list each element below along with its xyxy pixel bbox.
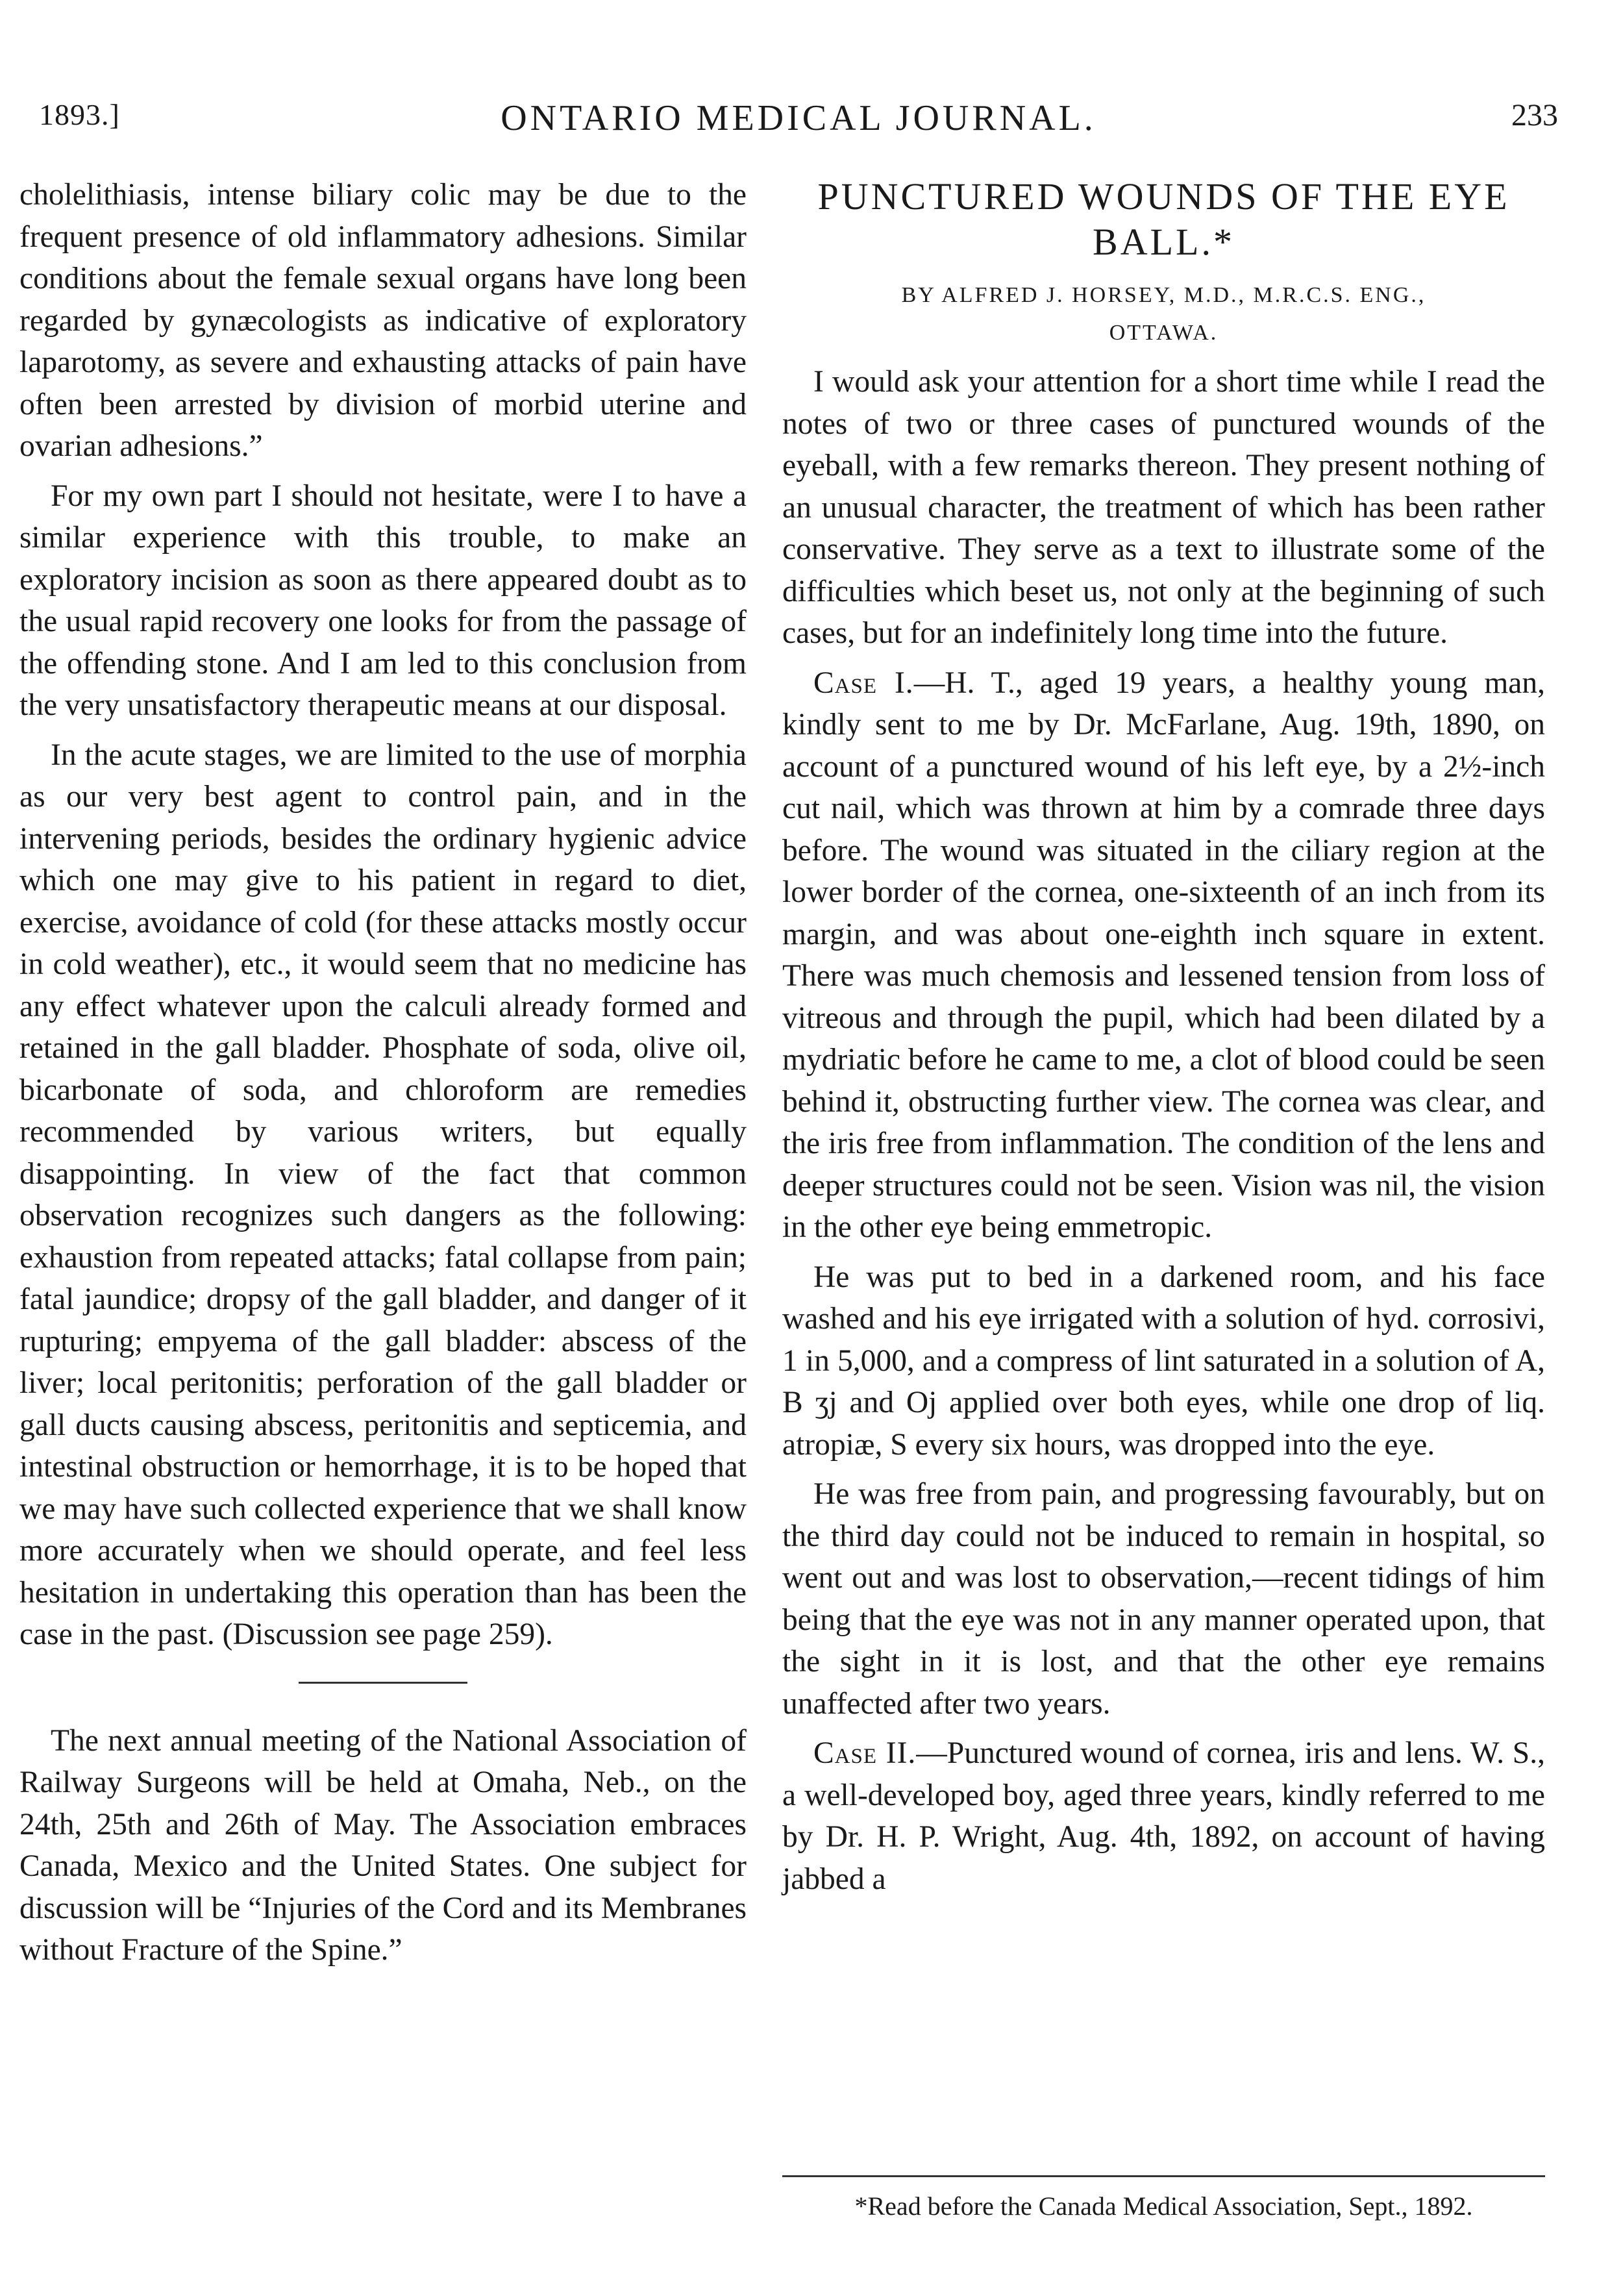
paragraph: For my own part I should not hesitate, were I to have a similar experience with this trouble, to make an exploratory incision as soon as there appeared doubt as to the usual rapid recovery one looks for from the passage of the offending stone. And I am led to this conclusion from the very unsatisfactory therapeutic means at our disposal. [19,479,747,722]
byline [782,277,1545,352]
footnote: *Read before the Canada Medical Association, Sept., 1892. [854,2191,1473,2221]
case-1-paragraph [782,662,1545,1249]
paragraph: He was put to bed in a darkened room, and his face washed and his eye irrigated with a solution of hyd. corrosivi, 1 in 5,000, and a compress of lint saturated in a solution of A, B ʒj and Oj applied over both eyes, while one drop of liq. atropiæ, S every six hours, was dropped into the eye. [782,1260,1545,1462]
header-year: 1893.] [39,98,120,131]
paragraph-intro: I would ask your attention for a short time while I read the notes of two or three cases of punctured wounds of the eyeball, with a few remarks thereon. They present nothing of an unusual character, the treatment of which has been rather conservative. They serve as a text to illustrate some of the difficulties which beset us, not only at the beginning of such cases, but for an indefinitely long time into the future. [782,365,1545,650]
case-2-label: Case II. [813,1736,917,1770]
paragraph: In the acute stages, we are limited to the use of morphia as our very best agent to control pain, and in the intervening periods, besides the ordinary hygienic advice which one may give to his patient in regard to diet, exercise, avoidance of cold (for these attacks mostly occur in cold weather), etc., it would seem that no medicine has any effect whatever upon the calculi already formed and retained in the gall bladder. Phosphate of soda, olive oil, bicarbonate of soda, and chloroform are remedies recommended by various writers, but equally disappointing. In view of the fact that common observation recognizes such dangers as the following: exhaustion from repeated attacks; fatal collapse from pain; fatal jaundice; dropsy of the gall bladder, and danger of it rupturing; empyema of the gall bladder: abscess of the liver; local peritonitis; perforation of the gall bladder or gall ducts causing abscess, peritonitis and septicemia, and intestinal obstruction or hemorrhage, it is to be hoped that we may have such collected experience that we shall know more accurately when we should operate, and feel less hesitation in undertaking this operation than has been the case in the past. (Discussion see page 259). [19,738,747,1651]
running-head [39,97,1558,149]
page-number: 233 [1511,98,1558,132]
article-title: PUNCTURED WOUNDS OF THE EYE BALL.* [817,175,1510,263]
case-2-text: —Punctured wound of cornea, iris and lens. W. S., a well-developed boy, aged three years, kindly referred to me by Dr. H. P. Wright, Aug. 4th, 1892, on account of having jabbed a [782,1736,1545,1896]
byline-author: BY ALFRED J. HORSEY, M.D., M.R.C.S. ENG., [901,283,1426,307]
paragraph: He was free from pain, and progressing favourably, but on the third day could not be induced to remain in hospital, so went out and was lost to observation,—recent tidings of him being that the eye was not in any manner operated upon, that the sight in it is lost, and that the other eye remains unaffected after two years. [782,1477,1545,1721]
journal-title: ONTARIO MEDICAL JOURNAL. [501,98,1096,138]
case-1-text: —H. T., aged 19 years, a healthy young man, kindly sent to me by Dr. McFarlane, Aug. 19th, 1890, on account of a punctured wound of his left eye, by a 2½-inch cut nail, which was thrown at him by a comrade three days before. The wound was situated in the ciliary region at the lower border of the cornea, one-sixteenth of an inch from its margin, and was about one-eighth inch square in extent. There was much chemosis and lessened tension from loss of vitreous and through the pupil, which had been dilated by a mydriatic before he came to me, a clot of blood could be seen behind it, obstructing further view. The cornea was clear, and the iris free from inflammation. The condition of the lens and deeper structures could not be seen. Vision was nil, the vision in the other eye being emmetropic. [782,666,1545,1244]
byline-location: OTTAWA. [1109,321,1219,345]
case-2-paragraph [782,1732,1545,1900]
section-divider [299,1682,467,1684]
case-1-label: Case I. [813,666,914,700]
paragraph-continued: cholelithiasis, intense biliary colic may be due to the frequent presence of old inflammatory adhesions. Similar conditions about the female sexual organs have long been regarded by gynæcologists as indicative of exploratory laparotomy, as severe and exhausting attacks of pain have often been arrested by division of morbid uterine and ovarian adhesions.” [19,178,747,463]
railway-surgeons-notice: The next annual meeting of the National Association of Railway Surgeons will be held at Omaha, Neb., on the 24th, 25th and 26th of May. The Association embraces Canada, Mexico and the United States. One subject for discussion will be “Injuries of the Cord and its Membranes without Fracture of the Spine.” [19,1723,747,1967]
right-column [782,174,1545,1908]
left-column [19,174,747,1979]
footnote-divider [782,2175,1545,2177]
